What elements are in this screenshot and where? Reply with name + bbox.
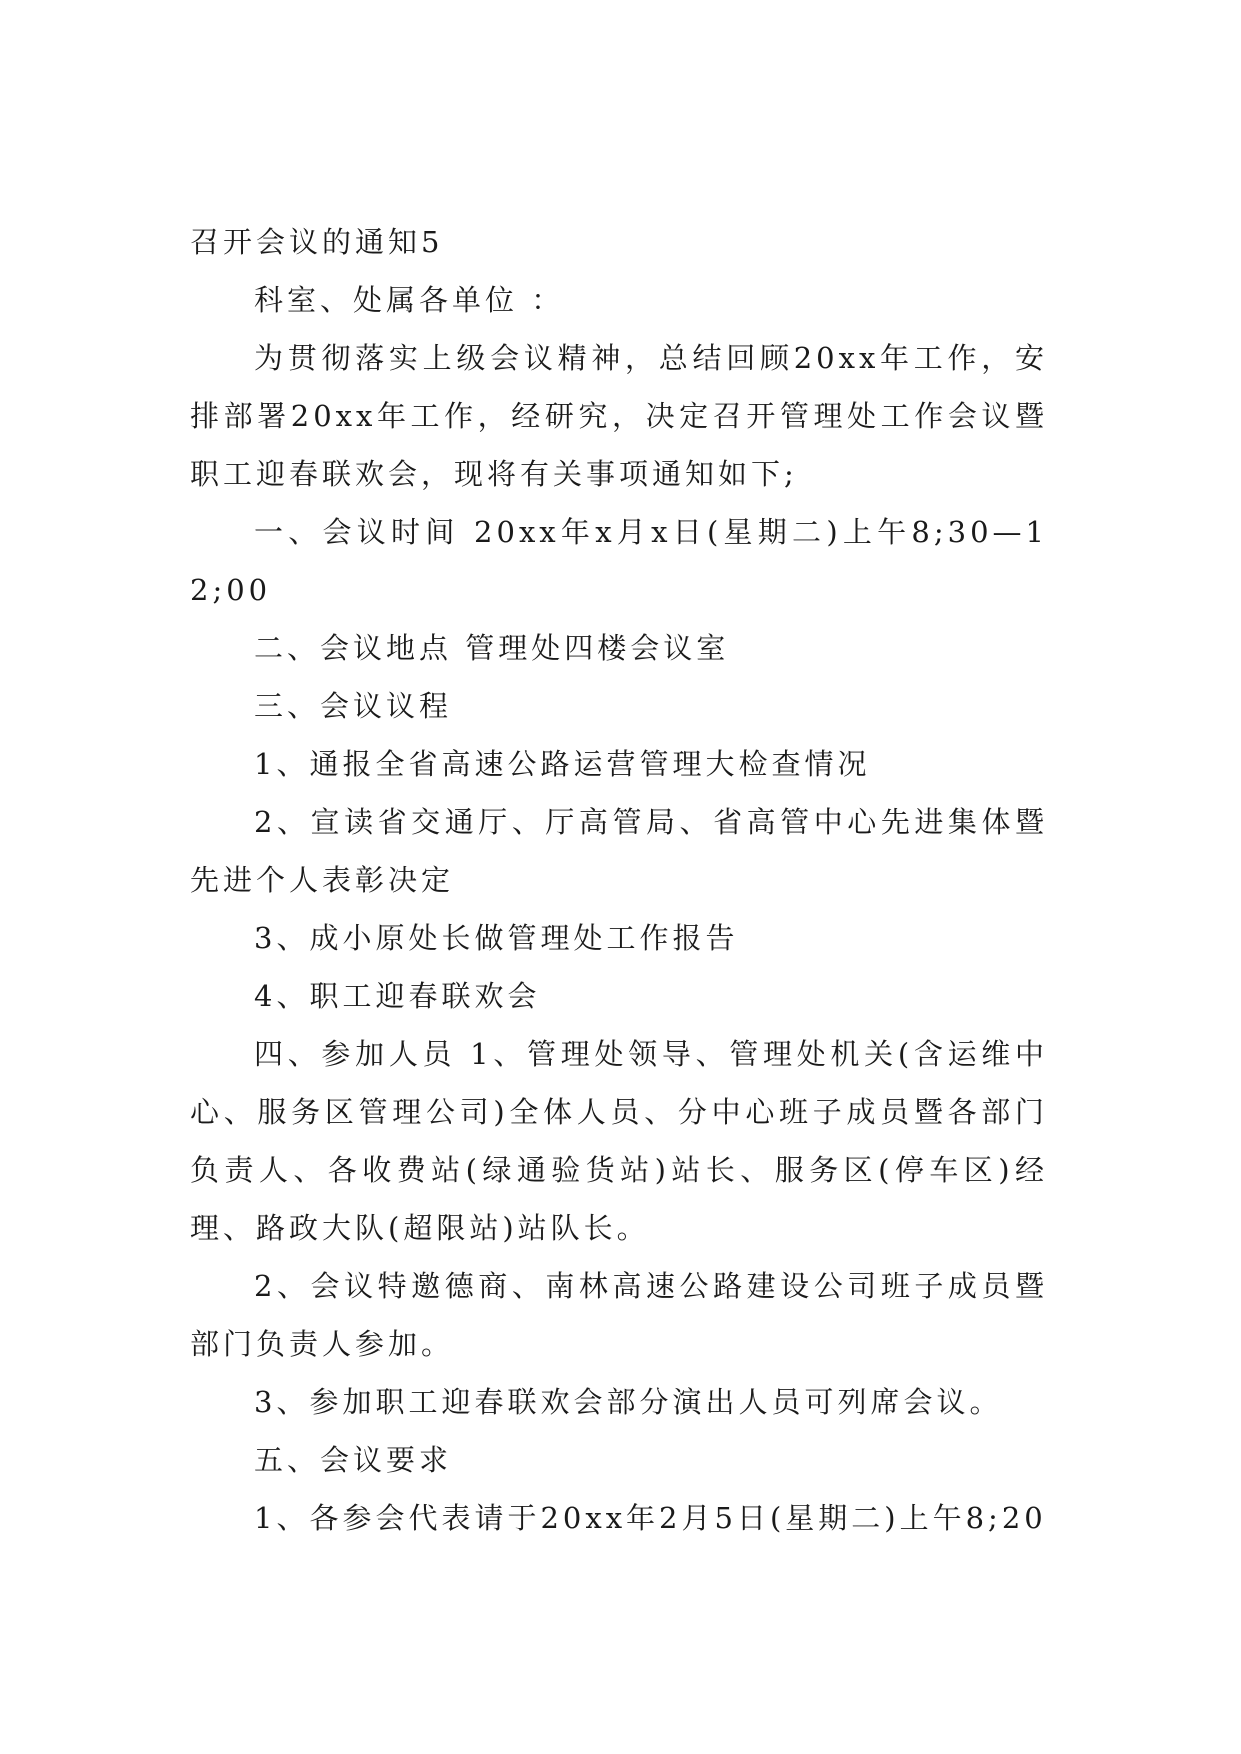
paragraph-list — [190, 271, 1048, 1547]
paragraph: 2、宣读省交通厅、厅高管局、省高管中心先进集体暨先进个人表彰决定 — [190, 805, 1048, 897]
paragraph: 三、会议议程 — [254, 689, 453, 723]
paragraph: 二、会议地点 管理处四楼会议室 — [254, 631, 730, 665]
paragraph: 4、职工迎春联欢会 — [254, 979, 541, 1013]
paragraph: 一、会议时间 20xx年x月x日(星期二)上午8;30—12;00 — [190, 515, 1048, 607]
paragraph: 3、成小原处长做管理处工作报告 — [254, 921, 739, 955]
paragraph: 五、会议要求 — [254, 1443, 453, 1477]
paragraph: 1、各参会代表请于20xx年2月5日(星期二)上午8;20 — [254, 1501, 1047, 1535]
paragraph: 3、参加职工迎春联欢会部分演出人员可列席会议。 — [254, 1385, 1003, 1419]
paragraph: 四、参加人员 1、管理处领导、管理处机关(含运维中心、服务区管理公司)全体人员、分中心班子成员暨各部门负责人、各收费站(绿通验货站)站长、服务区(停车区)经理、路政大队(超限站)站队长。 — [190, 1037, 1048, 1245]
document-body — [190, 213, 1048, 1547]
document-title: 召开会议的通知5 — [190, 225, 444, 259]
paragraph: 1、通报全省高速公路运营管理大检查情况 — [254, 747, 871, 781]
paragraph: 科室、处属各单位 ： — [254, 283, 565, 317]
paragraph: 2、会议特邀德商、南林高速公路建设公司班子成员暨部门负责人参加。 — [190, 1269, 1048, 1361]
paragraph: 为贯彻落实上级会议精神，总结回顾20xx年工作，安排部署20xx年工作，经研究，决定召开管理处工作会议暨职工迎春联欢会，现将有关事项通知如下; — [190, 341, 1048, 491]
